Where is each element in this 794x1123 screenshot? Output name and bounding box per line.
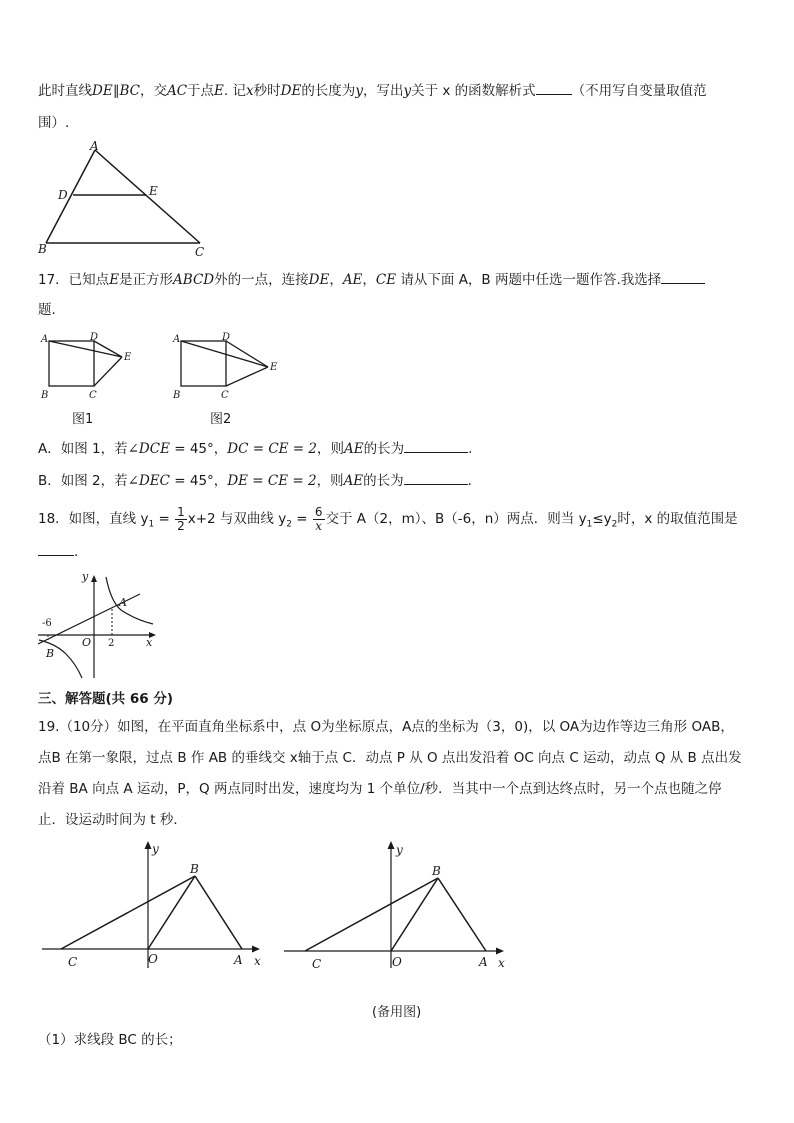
label-D: D xyxy=(90,332,99,343)
text: ， xyxy=(362,272,376,288)
text: . xyxy=(74,544,79,560)
q18-line-1 xyxy=(38,504,738,540)
text: ，则 xyxy=(316,473,344,489)
text: ，写出 xyxy=(362,83,404,99)
q17-figure-1 xyxy=(38,330,138,402)
q16-line-2: 围）. xyxy=(38,115,70,131)
text: . 记 xyxy=(223,83,246,99)
subscript: 2 xyxy=(611,519,618,530)
side-BA xyxy=(438,878,486,951)
point-A-label: A xyxy=(479,955,488,969)
math-AE: AE xyxy=(343,473,364,489)
side-OB xyxy=(148,876,195,949)
numerator: 1 xyxy=(177,504,185,519)
q17-line-2: 题. xyxy=(38,302,56,318)
x-axis-arrow xyxy=(252,946,260,953)
text: ， xyxy=(329,272,343,288)
math-AE: AE xyxy=(342,272,363,288)
text: 秒时 xyxy=(253,83,281,99)
math-E: E xyxy=(214,83,224,99)
math-DE: DE xyxy=(92,83,113,99)
math-BC: BC xyxy=(119,83,140,99)
text: = 45°， xyxy=(169,473,228,489)
axis-label-y: y xyxy=(396,843,403,857)
math-ABCD: ABCD xyxy=(173,272,215,288)
answer-blank[interactable] xyxy=(404,440,468,453)
q19-figure-2-backup xyxy=(280,838,510,970)
axis-label-x: x xyxy=(146,636,153,649)
parallel-symbol: ∥ xyxy=(112,83,120,99)
tick-label-neg6: -6 xyxy=(42,618,52,629)
y-axis-arrow xyxy=(388,841,395,849)
math-CE: CE xyxy=(375,272,397,288)
y-axis-arrow xyxy=(91,575,97,582)
math-x: x xyxy=(246,83,254,99)
subscript: 1 xyxy=(148,519,155,530)
text: 交于 A（2，m）、B（-6，n）两点．则当 y xyxy=(325,511,587,527)
backup-figure-caption: (备用图) xyxy=(372,1005,422,1020)
answer-blank[interactable] xyxy=(661,271,705,284)
segment-DE xyxy=(94,341,122,357)
q19-line-2: 点B 在第一象限，过点 B 作 AB 的垂线交 x轴于点 C．动点 P 从 O 点出发沿着 OC 向点 C 运动，动点 Q 从 B 点出发 xyxy=(38,750,742,766)
hyperbola-branch-1 xyxy=(106,577,153,624)
origin-label: O xyxy=(82,636,92,649)
origin-label: O xyxy=(148,952,158,966)
denominator: x xyxy=(315,518,323,533)
math-equation: DE = CE = 2 xyxy=(227,473,317,489)
axis-label-x: x xyxy=(498,956,505,970)
text: ，交 xyxy=(139,83,167,99)
label-C: C xyxy=(89,390,97,401)
label-B: B xyxy=(38,242,47,256)
point-C-label: C xyxy=(68,955,78,969)
q19-figure-1 xyxy=(38,838,268,970)
side-AC xyxy=(95,150,200,243)
text: 的长度为 xyxy=(301,83,356,99)
side-AB xyxy=(46,150,95,243)
text: 外的一点，连接 xyxy=(214,272,309,288)
label-B: B xyxy=(41,390,49,401)
text: 18．如图，直线 y xyxy=(38,511,149,527)
text: 关于 x 的函数解析式 xyxy=(411,83,536,99)
q17-part-B xyxy=(38,472,472,490)
answer-blank[interactable] xyxy=(404,472,468,485)
text: 17．已知点 xyxy=(38,272,110,288)
origin-label: O xyxy=(392,955,402,969)
text: ，则 xyxy=(317,441,344,457)
x-axis-arrow xyxy=(496,948,504,955)
q19-line-1: 19.（10分）如图，在平面直角坐标系中，点 O为坐标原点，A点的坐标为（3，0)，以 OA为边作等边三角形 OAB， xyxy=(38,719,734,735)
square-ABCD xyxy=(49,341,94,386)
subscript: 2 xyxy=(286,519,292,530)
text: 是正方形 xyxy=(119,272,174,288)
side-BA xyxy=(195,876,242,949)
figure-2-caption: 图2 xyxy=(210,412,232,427)
axis-label-y: y xyxy=(152,842,159,856)
text: A．如图 1，若 xyxy=(38,441,128,457)
math-DE: DE xyxy=(308,272,330,288)
q18-line-2 xyxy=(38,543,78,561)
point-A-label: A xyxy=(234,953,243,967)
q17-part-A xyxy=(38,440,472,458)
q16-line-1 xyxy=(38,82,707,100)
math-angle: ∠DEC xyxy=(127,473,170,489)
text: = xyxy=(154,511,175,527)
math-y: y xyxy=(403,83,412,99)
text: （不用写自变量取值范 xyxy=(571,83,707,99)
math-DE: DE xyxy=(280,83,302,99)
text: 于点 xyxy=(187,83,215,99)
text: ≤y xyxy=(592,511,612,527)
text: x+2 与双曲线 y xyxy=(187,511,287,527)
point-B-label: B xyxy=(432,864,441,878)
answer-blank[interactable] xyxy=(38,543,74,556)
fraction-one-half xyxy=(175,506,187,533)
label-E: E xyxy=(149,184,158,198)
label-A: A xyxy=(173,334,181,345)
text: = xyxy=(291,511,312,527)
text: B．如图 2，若 xyxy=(38,473,128,489)
math-AC: AC xyxy=(166,83,188,99)
axis-label-y: y xyxy=(82,572,89,583)
label-E: E xyxy=(124,352,132,363)
segment-AE xyxy=(49,341,122,357)
y-axis-arrow xyxy=(145,841,152,849)
q19-line-3: 沿着 BA 向点 A 运动，P，Q 两点同时出发，速度均为 1 个单位/秒．当其中一个点到达终点时，另一个点也随之停 xyxy=(38,781,722,797)
text: 时，x 的取值范围是 xyxy=(617,511,738,527)
segment-CB xyxy=(305,878,438,951)
math-angle: ∠DCE xyxy=(127,441,170,457)
denominator: 2 xyxy=(177,518,185,533)
q19-subquestion-1: （1）求线段 BC 的长； xyxy=(38,1032,182,1048)
answer-blank[interactable] xyxy=(536,82,572,95)
label-E: E xyxy=(270,362,278,373)
tick-label-2: 2 xyxy=(108,638,115,649)
numerator: 6 xyxy=(314,504,323,519)
point-A-label: A xyxy=(119,596,127,609)
axis-label-x: x xyxy=(254,954,261,968)
segment-CE xyxy=(94,357,122,386)
text: . xyxy=(467,473,472,489)
math-AE: AE xyxy=(344,441,364,457)
q19-line-4: 止．设运动时间为 t 秒． xyxy=(38,812,187,828)
q18-graph xyxy=(36,572,158,682)
segment-AE xyxy=(181,341,268,367)
math-y: y xyxy=(355,83,363,99)
text: 此时直线 xyxy=(38,83,92,99)
label-A: A xyxy=(41,334,49,345)
label-A: A xyxy=(90,140,99,153)
math-equation: DC = CE = 2 xyxy=(227,441,317,457)
figure-1-caption: 图1 xyxy=(72,412,94,427)
segment-DE xyxy=(226,341,268,367)
point-B-label: B xyxy=(46,647,55,660)
fraction-six-over-x xyxy=(313,506,325,533)
math-E: E xyxy=(109,272,120,288)
label-D: D xyxy=(222,332,231,343)
text: 请从下面 A，B 两题中任选一题作答.我选择 xyxy=(400,272,662,288)
label-C: C xyxy=(195,245,205,259)
q17-figure-2 xyxy=(170,330,282,402)
subscript: 1 xyxy=(586,519,593,530)
segment-CE xyxy=(226,367,268,386)
section-title: 三、解答题(共 66 分) xyxy=(38,691,174,707)
point-C-label: C xyxy=(312,957,322,970)
text: = 45°， xyxy=(169,441,228,457)
text: 的长为 xyxy=(363,441,405,457)
segment-CB xyxy=(61,876,195,949)
label-B: B xyxy=(173,390,181,401)
text: 的长为 xyxy=(363,473,404,489)
q16-triangle-figure xyxy=(30,140,230,262)
side-OB xyxy=(391,878,438,951)
q17-line-1 xyxy=(38,271,705,289)
text: . xyxy=(468,441,473,457)
label-C: C xyxy=(221,390,229,401)
label-D: D xyxy=(58,188,68,202)
point-B-label: B xyxy=(190,862,199,876)
